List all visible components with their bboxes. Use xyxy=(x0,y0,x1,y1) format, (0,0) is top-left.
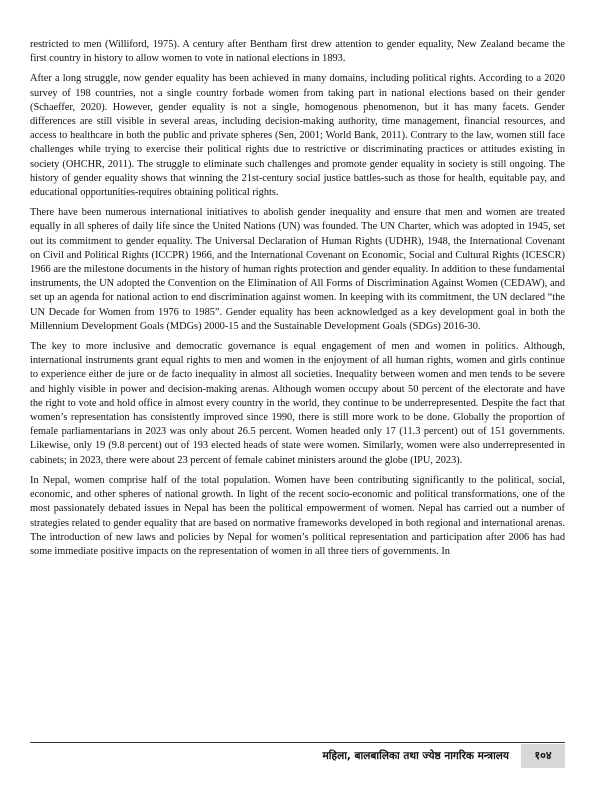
paragraph: restricted to men (Williford, 1975). A century after Bentham first drew attention to gender equality, New Zealand became the first country in history to allow women to vote in national elections in 1893. xyxy=(30,39,565,65)
page-footer xyxy=(30,744,565,768)
footer-divider xyxy=(30,742,565,743)
paragraph: In Nepal, women comprise half of the total population. Women have been contributing significantly to the political, social, economic, and other spheres of national growth. In light of the recent socio-economic and political transformations, one of the most passionately debated issues in Nepal has been the political empowerment of women. Nepal has carried out a number of strategies related to gender equality that are based on normative frameworks developed in both regional and international arenas. The introduction of new laws and policies by Nepal for women’s political representation and participation after 2006 has had some immediate positive impacts on the representation of women in all three tiers of governments. In xyxy=(30,474,565,557)
page-number: १०४ xyxy=(521,744,565,768)
paragraph: The key to more inclusive and democratic governance is equal engagement of men and women in politics. Although, international instruments grant equal rights to men and women in the enjoyment of all human rights, women and girls continue to experience either de jure or de facto inequality in almost all societies. Inequality between women and men tends to be severe and highly visible in power and decision-making arenas. Although women occupy about 50 percent of the electorate and have the right to vote and hold office in almost every country in the world, they continue to be underrepresented. Despite the fact that women’s representation has consistently improved since 1990, there is still more work to be done. Globally the proportion of female parliamentarians in 2023 was only about 26.5 percent. Women headed only 17 (11.3 percent) out of 151 governments. Likewise, only 19 (9.8 percent) out of 193 elected heads of state were women. Similarly, women were also underrepresented in cabinets; in 2023, there were about 23 percent of female cabinet ministers around the globe (IPU, 2023). xyxy=(30,341,565,466)
footer-ministry-name: महिला, बालबालिका तथा ज्येष्ठ नागरिक मन्त्रालय xyxy=(322,750,509,762)
paragraph: There have been numerous international initiatives to abolish gender inequality and ensure that men and women are treated equally in all spheres of daily life since the United Nations (UN) was founded. The UN Charter, which was adopted in 1945, set out its commitment to gender equality. The Universal Declaration of Human Rights (UDHR), 1948, the International Covenant on Civil and Political Rights (ICCPR) 1966, and the International Covenant on Economic, Social and Cultural Rights (ICESCR) 1966 are the milestone documents in the history of human rights protection and gender equality. In addition to these fundamental instruments, the UN adopted the Convention on the Elimination of All Forms of Discrimination Against Women (CEDAW), and set up an agenda for national action to end discrimination against women. In keeping with its commitment, the UN declared “the UN Decade for Women from 1976 to 1985”. Gender equality has been acknowledged as a key development goal in both the Millennium Development Goals (MDGs) 2000-15 and the Sustainable Development Goals (SDGs) 2016-30. xyxy=(30,207,565,332)
paragraph: After a long struggle, now gender equality has been achieved in many domains, including political rights. According to a 2020 survey of 198 countries, not a single country forbade women from taking part in national elections based on their gender (Schaeffer, 2020). However, gender equality is not a single, homogenous phenomenon, but it has many facets. Gender differences are still visible in several areas, including decision-making authority, time management, financial resources, and access to healthcare in both the public and private spheres (Sen, 2001; World Bank, 2011). Contrary to the law, women still face challenges while trying to exercise their political rights due to restrictive or discriminating practices or attitudes existing in society (OHCHR, 2011). The struggle to eliminate such challenges and promote gender equality in society is still ongoing. The history of gender equality shows that winning the 21st-century social justice battles-such as those for health, equitable pay, and educational opportunities-requires obtaining political rights. xyxy=(30,73,565,199)
body-text xyxy=(30,38,565,565)
